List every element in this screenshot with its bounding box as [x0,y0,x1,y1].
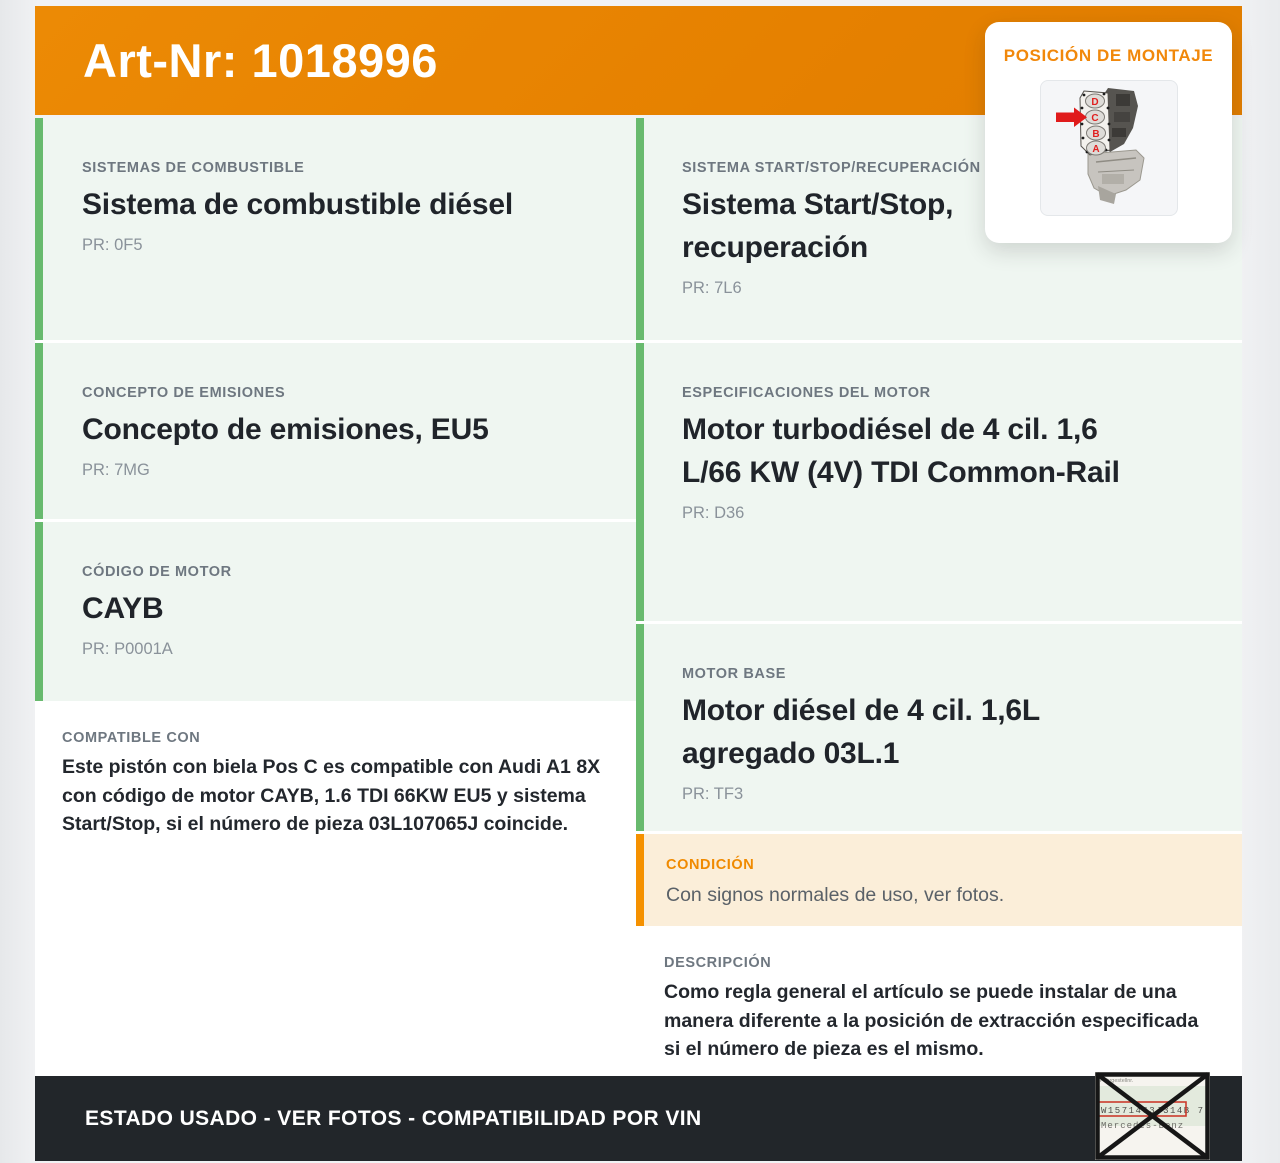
description-text: Como regla general el artículo se puede instalar de una manera diferente a la posición de extracción especificada si el número de pieza es el mismo. [664,981,1199,1061]
card-label: CÓDIGO DE MOTOR [82,564,232,580]
footer-text: ESTADO USADO - VER FOTOS - COMPATIBILIDAD POR VIN [85,1106,702,1130]
description-label: DESCRIPCIÓN [664,955,772,971]
card-engine-specs [636,343,1242,621]
pr-code: PR: D36 [682,503,745,522]
pr-code: PR: P0001A [82,639,173,658]
card-title: Sistema Start/Stop, recuperación [682,188,954,264]
cylinder-letter-c: C [1090,113,1099,124]
mounting-position-title: POSICIÓN DE MONTAJE [1003,46,1214,65]
card-fuel-system [35,118,636,340]
cylinder-letter-a: A [1091,144,1100,155]
pr-code: PR: TF3 [682,784,744,803]
card-emissions [35,343,636,519]
article-number-title: Art-Nr: 1018996 [83,34,438,87]
pr-code: PR: 7L6 [682,278,742,297]
vin-plate-image [1095,1072,1210,1160]
card-title: Motor turbodiésel de 4 cil. 1,6 L/66 KW (4V) TDI Common-Rail [682,413,1120,489]
card-label: COMPATIBLE CON [62,730,201,746]
footer-banner [35,1076,1242,1161]
card-base-engine [636,624,1242,831]
condition-label: CONDICIÓN [666,857,755,873]
vin-plate-label: Fahrgestellnr. [1100,1078,1134,1084]
card-label: CONCEPTO DE EMISIONES [82,385,286,401]
compatible-text: Este pistón con biela Pos C es compatible con Audi A1 8X con código de motor CAYB, 1.6 TDI 66KW EU5 y sistema Start/Stop, si el número de pieza 03L107065J coincide. [62,756,601,836]
cylinder-letter-d: D [1090,97,1099,108]
right-column [636,118,1242,1076]
info-grid [35,118,1242,1076]
card-label: MOTOR BASE [682,666,787,682]
card-label: ESPECIFICACIONES DEL MOTOR [682,385,931,401]
left-column [35,118,636,1076]
mounting-position-card [985,22,1232,243]
condition-text: Con signos normales de uso, ver fotos. [666,884,1005,906]
card-label: SISTEMA START/STOP/RECUPERACIÓN [682,160,981,176]
engine-position-image [1054,86,1164,210]
card-condition [636,834,1242,926]
vin-brand: Mercedes-Benz [1101,1121,1185,1131]
vin-number: W1571463J314B 7 [1101,1106,1205,1116]
cylinder-letter-b: B [1091,129,1100,140]
card-title: Concepto de emisiones, EU5 [82,413,489,446]
card-compatible [35,704,636,852]
card-title: Sistema de combustible diésel [82,188,514,221]
card-title: Motor diésel de 4 cil. 1,6L agregado 03L.1 [682,694,1040,770]
card-engine-code [35,522,636,701]
pr-code: PR: 0F5 [82,235,143,254]
card-title: CAYB [82,592,164,625]
pr-code: PR: 7MG [82,460,150,479]
card-label: SISTEMAS DE COMBUSTIBLE [82,160,305,176]
engine-image-frame [1040,80,1178,216]
card-description [636,929,1242,1076]
